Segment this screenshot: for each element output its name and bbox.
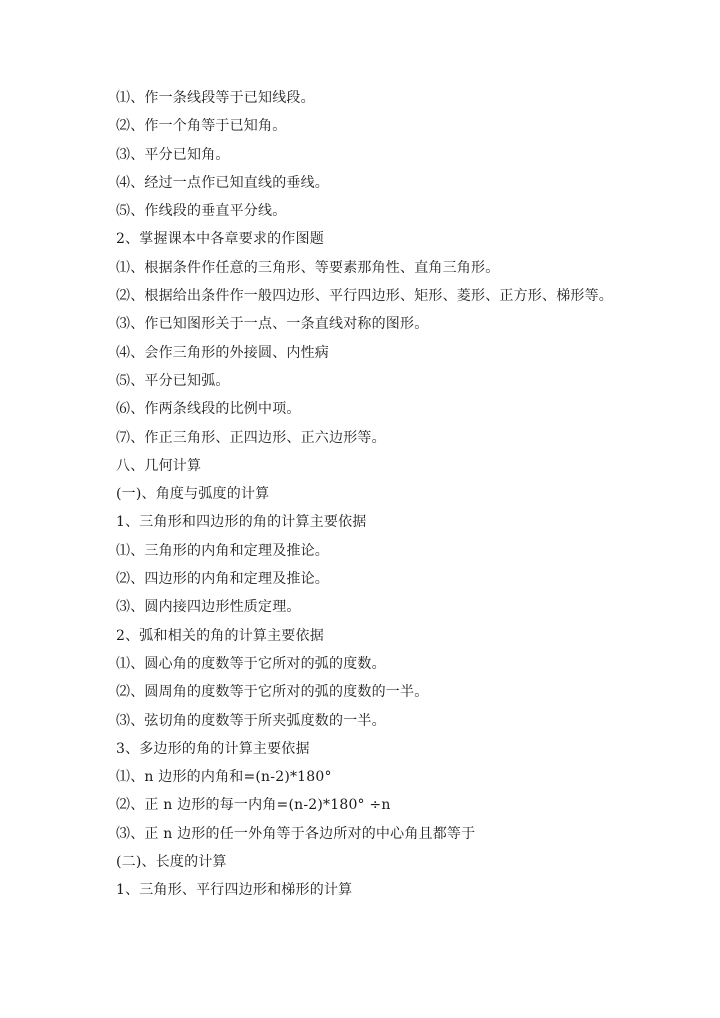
text-line: ⑴、根据条件作任意的三角形、等要素那角性、直角三角形。 [116, 259, 500, 276]
text-line: ⑵、作一个角等于已知角。 [116, 118, 287, 135]
text-line: ⑶、作已知图形关于一点、一条直线对称的图形。 [116, 316, 429, 333]
text-line: ⑶、圆内接四边形性质定理。 [116, 599, 301, 616]
text-line: ⑺、作正三角形、正四边形、正六边形等。 [116, 429, 386, 446]
section-heading: 1、三角形和四边形的角的计算主要依据 [116, 514, 367, 531]
document-text-lines [116, 84, 696, 905]
chapter-heading: 八、几何计算 [116, 457, 202, 474]
text-line: ⑵、根据给出条件作一般四边形、平行四边形、矩形、菱形、正方形、梯形等。 [116, 288, 613, 305]
section-heading: 2、掌握课本中各章要求的作图题 [116, 231, 324, 248]
text-line: ⑹、作两条线段的比例中项。 [116, 401, 301, 418]
text-line: ⑷、经过一点作已知直线的垂线。 [116, 174, 329, 191]
text-line: ⑸、作线段的垂直平分线。 [116, 203, 287, 220]
text-line: ⑶、弦切角的度数等于所夹弧度数的一半。 [116, 712, 386, 729]
section-heading: 3、多边形的角的计算主要依据 [116, 740, 310, 757]
text-line: ⑶、正 n 边形的任一外角等于各边所对的中心角且都等于 [116, 825, 476, 842]
subsection-heading: (二)、长度的计算 [116, 854, 227, 871]
text-line: ⑵、四边形的内角和定理及推论。 [116, 571, 329, 588]
text-line: ⑷、会作三角形的外接圆、内性病 [116, 344, 329, 361]
text-line: ⑴、三角形的内角和定理及推论。 [116, 542, 329, 559]
text-line: ⑴、作一条线段等于已知线段。 [116, 90, 315, 106]
text-line: ⑴、n 边形的内角和=(n-2)*180° [116, 769, 332, 786]
text-line: ⑶、平分已知角。 [116, 146, 230, 163]
subsection-heading: (一)、角度与弧度的计算 [116, 486, 270, 503]
section-heading: 1、三角形、平行四边形和梯形的计算 [116, 882, 353, 899]
text-line: ⑵、圆周角的度数等于它所对的弧的度数的一半。 [116, 684, 429, 701]
section-heading: 2、弧和相关的角的计算主要依据 [116, 627, 324, 644]
text-line: ⑴、圆心角的度数等于它所对的弧的度数。 [116, 655, 386, 672]
text-line: ⑵、正 n 边形的每一内角=(n-2)*180° ÷n [116, 797, 391, 814]
text-line: ⑸、平分已知弧。 [116, 372, 230, 389]
